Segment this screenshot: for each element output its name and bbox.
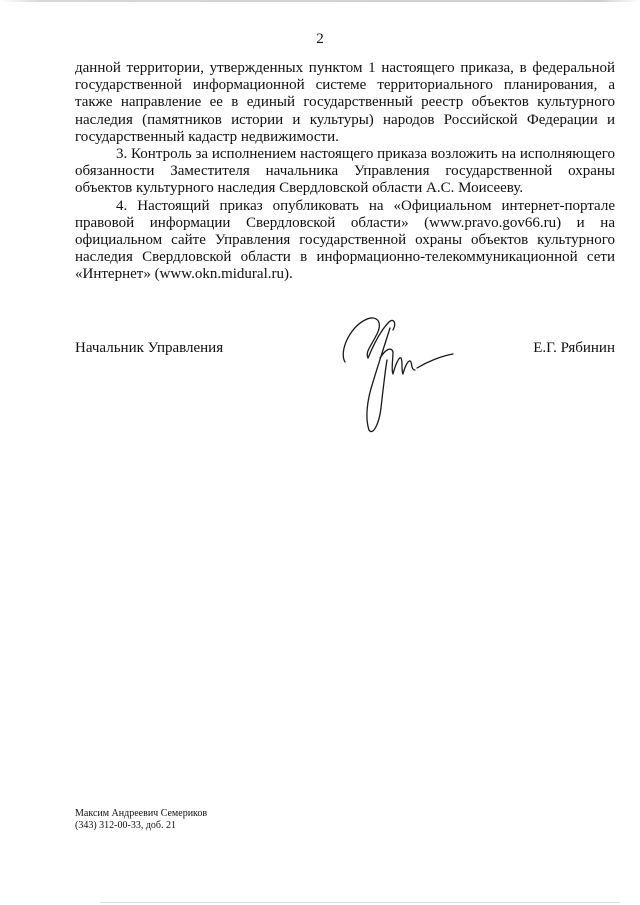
executor-name: Максим Андреевич Семериков bbox=[75, 808, 208, 819]
page-top-edge bbox=[0, 0, 640, 2]
paragraph-item-4: 4. Настоящий приказ опубликовать на «Официальном интернет-портале правовой информации Свердловской области» (www.pravo.gov66.ru) и на официальном сайте Управления государственной охраны объектов культурного наследия Свердловской области в информационно-телекоммуникационной сети «Интернет» (www.okn.midural.ru). bbox=[75, 197, 615, 283]
page-number: 2 bbox=[316, 31, 324, 47]
paragraph-item-3: 3. Контроль за исполнением настоящего приказа возложить на исполняющего обязанности Заместителя начальника Управления государственной охраны объектов культурного наследия Свердловской области А.С. Моисееву. bbox=[75, 146, 615, 197]
executor-phone: (343) 312-00-33, доб. 21 bbox=[75, 820, 176, 831]
handwritten-signature bbox=[335, 300, 460, 435]
signer-name: Е.Г. Рябинин bbox=[533, 340, 615, 356]
page-bottom-edge bbox=[100, 902, 620, 903]
executor-info bbox=[75, 808, 207, 832]
document-body bbox=[75, 60, 615, 284]
signer-position-title: Начальник Управления bbox=[75, 340, 224, 356]
paragraph-continuation: данной территории, утвержденных пунктом 1 настоящего приказа, в федеральной государственной информационной системе территориального планирования, а также направление ее в единый государственный реестр объектов культурного наследия (памятников истории и культуры) народов Российской Федерации и государственный кадастр недвижимости. bbox=[75, 60, 615, 145]
